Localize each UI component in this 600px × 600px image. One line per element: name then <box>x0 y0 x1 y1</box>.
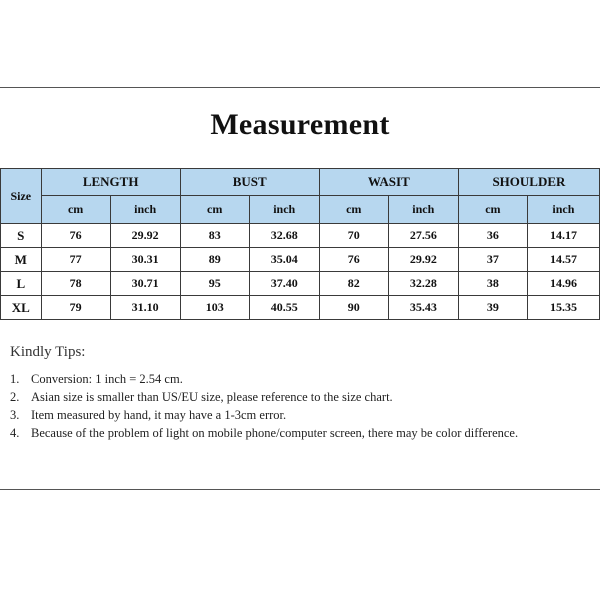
table-cell: 39 <box>458 296 527 320</box>
table-cell: 38 <box>458 272 527 296</box>
table-cell: 37.40 <box>249 272 319 296</box>
table-cell: 76 <box>41 224 110 248</box>
table-cell: 35.43 <box>388 296 458 320</box>
table-cell: 29.92 <box>110 224 180 248</box>
list-item <box>10 424 570 442</box>
unit-header: cm <box>41 196 110 224</box>
table-cell: 77 <box>41 248 110 272</box>
list-item-text: Item measured by hand, it may have a 1-3cm error. <box>31 408 287 422</box>
list-item-number: 2. <box>10 390 20 404</box>
size-chart-table <box>0 168 600 320</box>
table-cell: 32.68 <box>249 224 319 248</box>
list-item-number: 1. <box>10 372 20 386</box>
list-item-number: 3. <box>10 408 20 422</box>
size-label: XL <box>1 296 42 320</box>
list-item <box>10 406 570 424</box>
table-cell: 30.71 <box>110 272 180 296</box>
table-cell: 89 <box>180 248 249 272</box>
size-label: M <box>1 248 42 272</box>
table-cell: 29.92 <box>388 248 458 272</box>
list-item <box>10 388 570 406</box>
unit-header: cm <box>458 196 527 224</box>
table-cell: 14.57 <box>527 248 599 272</box>
table-cell: 83 <box>180 224 249 248</box>
unit-header: inch <box>249 196 319 224</box>
unit-header: cm <box>180 196 249 224</box>
size-label: L <box>1 272 42 296</box>
unit-header: cm <box>319 196 388 224</box>
table-cell: 82 <box>319 272 388 296</box>
table-cell: 14.96 <box>527 272 599 296</box>
table-cell: 70 <box>319 224 388 248</box>
group-header-bust: BUST <box>180 169 319 196</box>
page-title: Measurement <box>210 108 390 141</box>
table-cell: 14.17 <box>527 224 599 248</box>
table-cell: 103 <box>180 296 249 320</box>
size-column-header: Size <box>1 169 42 224</box>
table-cell: 36 <box>458 224 527 248</box>
table-cell: 35.04 <box>249 248 319 272</box>
list-item-number: 4. <box>10 426 20 440</box>
unit-header: inch <box>527 196 599 224</box>
table-cell: 30.31 <box>110 248 180 272</box>
group-header-length: LENGTH <box>41 169 180 196</box>
table-cell: 76 <box>319 248 388 272</box>
tips-heading: Kindly Tips: <box>10 344 86 360</box>
list-item-text: Because of the problem of light on mobile phone/computer screen, there may be color difference. <box>31 426 519 440</box>
size-label: S <box>1 224 42 248</box>
bottom-divider <box>0 489 600 490</box>
unit-header: inch <box>388 196 458 224</box>
table-cell: 15.35 <box>527 296 599 320</box>
table-cell: 40.55 <box>249 296 319 320</box>
table-cell: 37 <box>458 248 527 272</box>
unit-header: inch <box>110 196 180 224</box>
table-row <box>1 248 600 272</box>
unit-header-row <box>1 196 600 224</box>
table-cell: 27.56 <box>388 224 458 248</box>
table-cell: 32.28 <box>388 272 458 296</box>
table-row <box>1 296 600 320</box>
group-header-row <box>1 169 600 196</box>
table-cell: 95 <box>180 272 249 296</box>
top-divider <box>0 87 600 88</box>
list-item-text: Asian size is smaller than US/EU size, please reference to the size chart. <box>31 390 393 404</box>
table-cell: 31.10 <box>110 296 180 320</box>
table-row <box>1 224 600 248</box>
table-cell: 78 <box>41 272 110 296</box>
list-item <box>10 370 570 388</box>
list-item-text: Conversion: 1 inch = 2.54 cm. <box>31 372 183 386</box>
table-cell: 79 <box>41 296 110 320</box>
table-row <box>1 272 600 296</box>
group-header-shoulder: SHOULDER <box>458 169 599 196</box>
group-header-waist: WASIT <box>319 169 458 196</box>
table-cell: 90 <box>319 296 388 320</box>
tips-list <box>10 370 570 442</box>
